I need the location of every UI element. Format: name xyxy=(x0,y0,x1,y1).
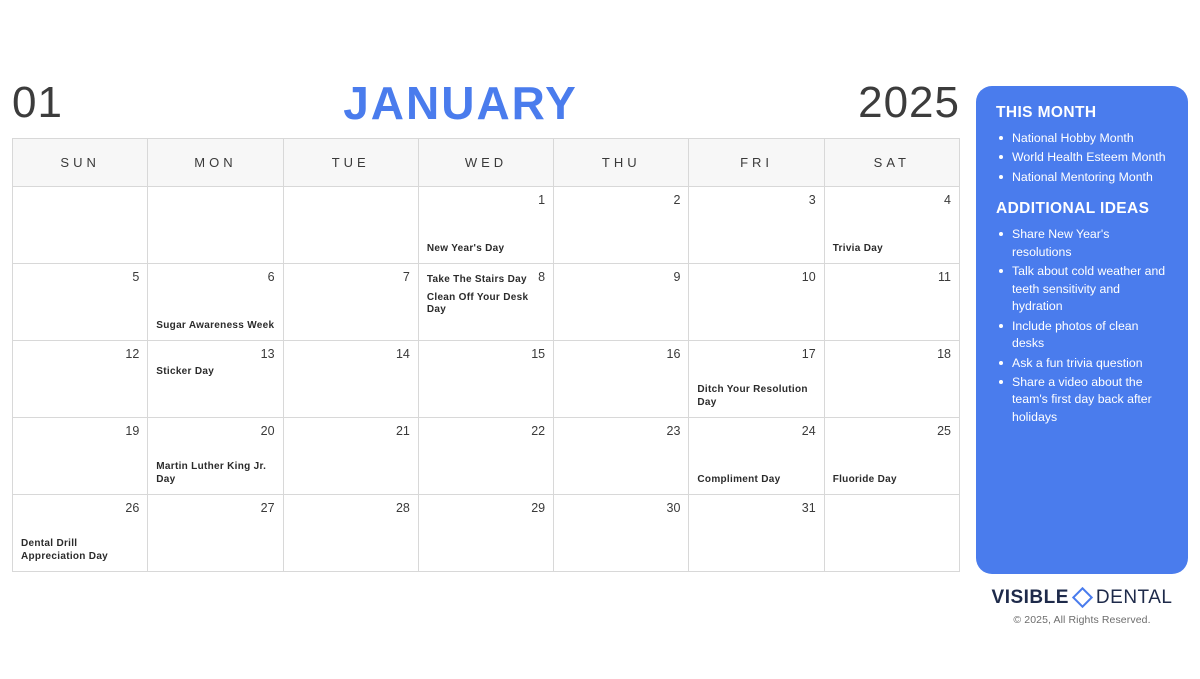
day-cell[interactable] xyxy=(13,264,148,341)
day-number: 9 xyxy=(673,270,681,284)
month-number: 01 xyxy=(12,78,63,127)
day-number: 23 xyxy=(666,424,681,438)
day-cell[interactable] xyxy=(689,418,824,495)
day-number: 21 xyxy=(395,424,410,438)
weekday-cell-thu xyxy=(554,139,689,187)
day-cell[interactable] xyxy=(554,187,689,264)
day-cell[interactable] xyxy=(419,495,554,572)
day-event: New Year's Day xyxy=(426,242,505,254)
day-cell[interactable] xyxy=(419,264,554,341)
side-panel xyxy=(976,86,1188,574)
day-number: 7 xyxy=(402,270,410,284)
day-number: 6 xyxy=(267,270,275,284)
this-month-list xyxy=(996,130,1170,186)
week-row xyxy=(13,264,960,341)
day-number: 15 xyxy=(531,347,546,361)
day-number: 18 xyxy=(937,347,951,361)
day-number: 30 xyxy=(666,501,681,515)
day-number: 11 xyxy=(937,270,951,284)
additional-ideas-heading: ADDITIONAL IDEAS xyxy=(996,200,1150,218)
day-cell[interactable] xyxy=(148,264,283,341)
day-cell[interactable] xyxy=(284,418,419,495)
additional-ideas-list xyxy=(996,226,1170,426)
day-number: 20 xyxy=(260,424,275,438)
list-item: World Health Esteem Month xyxy=(1012,149,1170,166)
day-cell[interactable] xyxy=(284,187,419,264)
weekday-cell-mon xyxy=(148,139,283,187)
day-cell[interactable] xyxy=(13,341,148,418)
day-cell[interactable] xyxy=(689,264,824,341)
weekday-label: THU xyxy=(601,155,641,170)
list-item: Include photos of clean desks xyxy=(1012,318,1170,353)
day-event: Trivia Day xyxy=(832,242,883,254)
day-cell[interactable] xyxy=(284,341,419,418)
day-cell[interactable] xyxy=(419,418,554,495)
calendar-header xyxy=(12,72,960,134)
weekday-cell-fri xyxy=(689,139,824,187)
day-cell[interactable] xyxy=(689,341,824,418)
month-name: JANUARY xyxy=(343,77,578,129)
day-number: 31 xyxy=(801,501,816,515)
weekday-label: TUE xyxy=(331,155,370,170)
day-number: 14 xyxy=(395,347,410,361)
day-cell[interactable] xyxy=(825,495,960,572)
weekday-header-row xyxy=(13,139,960,187)
day-cell[interactable] xyxy=(284,264,419,341)
day-number: 22 xyxy=(531,424,546,438)
day-event: Take The Stairs Day xyxy=(426,274,527,285)
day-cell[interactable] xyxy=(554,341,689,418)
day-event: Compliment Day xyxy=(697,473,781,485)
day-event: Martin Luther King Jr. Day xyxy=(156,461,267,485)
day-number: 12 xyxy=(125,347,140,361)
day-number: 27 xyxy=(260,501,275,515)
day-events xyxy=(697,474,815,487)
day-cell[interactable] xyxy=(148,341,283,418)
day-events xyxy=(156,461,274,486)
day-events xyxy=(21,538,139,563)
day-number: 13 xyxy=(260,347,275,361)
day-events xyxy=(833,243,951,256)
weekday-cell-sun xyxy=(13,139,148,187)
day-number: 16 xyxy=(666,347,681,361)
day-number: 8 xyxy=(538,270,546,284)
day-number: 5 xyxy=(132,270,140,284)
this-month-heading: THIS MONTH xyxy=(996,104,1097,121)
day-event: Sticker Day xyxy=(156,366,215,377)
day-event: Sugar Awareness Week xyxy=(156,319,275,331)
weekday-label: FRI xyxy=(740,155,774,170)
day-number: 10 xyxy=(801,270,816,284)
day-cell[interactable] xyxy=(13,187,148,264)
brand-name-bold: VISIBLE xyxy=(991,587,1069,608)
day-cell[interactable] xyxy=(825,341,960,418)
list-item: National Hobby Month xyxy=(1012,130,1170,147)
day-events xyxy=(833,474,951,487)
year-label: 2025 xyxy=(858,78,960,127)
day-number: 24 xyxy=(801,424,816,438)
week-row xyxy=(13,187,960,264)
day-number: 3 xyxy=(808,193,816,207)
day-event: Clean Off Your Desk Day xyxy=(426,291,529,315)
day-cell[interactable] xyxy=(554,264,689,341)
day-events xyxy=(427,243,545,256)
weekday-label: MON xyxy=(194,155,237,170)
day-number: 17 xyxy=(801,347,816,361)
day-event: Fluoride Day xyxy=(832,473,897,485)
weekday-label: WED xyxy=(464,155,508,170)
day-cell[interactable] xyxy=(689,187,824,264)
list-item: Share a video about the team's first day back after holidays xyxy=(1012,374,1170,426)
day-event: Ditch Your Resolution Day xyxy=(697,384,808,408)
day-cell[interactable] xyxy=(689,495,824,572)
brand-name-light: DENTAL xyxy=(1095,587,1173,608)
day-cell[interactable] xyxy=(419,187,554,264)
weekday-cell-sat xyxy=(825,139,960,187)
day-number: 19 xyxy=(125,424,140,438)
list-item: Ask a fun trivia question xyxy=(1012,355,1170,372)
day-cell[interactable] xyxy=(554,495,689,572)
day-event: Dental Drill Appreciation Day xyxy=(21,538,109,562)
list-item: Talk about cold weather and teeth sensitivity and hydration xyxy=(1012,263,1170,315)
day-cell[interactable] xyxy=(13,495,148,572)
day-number: 25 xyxy=(937,424,951,438)
day-number: 1 xyxy=(538,193,546,207)
day-cell[interactable] xyxy=(13,418,148,495)
week-row xyxy=(13,341,960,418)
weekday-cell-tue xyxy=(284,139,419,187)
day-events xyxy=(156,366,274,379)
calendar-grid xyxy=(12,138,960,572)
day-events xyxy=(427,274,545,317)
day-number: 26 xyxy=(125,501,140,515)
day-cell[interactable] xyxy=(148,418,283,495)
day-cell[interactable] xyxy=(148,495,283,572)
day-number: 4 xyxy=(944,193,951,207)
day-cell[interactable] xyxy=(825,187,960,264)
day-events xyxy=(156,320,274,333)
copyright-text: © 2025, All Rights Reserved. xyxy=(1013,614,1151,626)
day-cell[interactable] xyxy=(284,495,419,572)
day-cell[interactable] xyxy=(419,341,554,418)
diamond-icon xyxy=(1072,587,1093,608)
day-number: 29 xyxy=(531,501,546,515)
weekday-cell-wed xyxy=(419,139,554,187)
week-row xyxy=(13,495,960,572)
weekday-label: SAT xyxy=(873,155,910,170)
day-cell[interactable] xyxy=(554,418,689,495)
day-cell[interactable] xyxy=(148,187,283,264)
day-number: 2 xyxy=(673,193,681,207)
week-row xyxy=(13,418,960,495)
day-number: 28 xyxy=(395,501,410,515)
day-events xyxy=(697,384,815,409)
brand-logo xyxy=(976,588,1188,607)
list-item: National Mentoring Month xyxy=(1012,169,1170,186)
brand-footer xyxy=(976,588,1188,626)
weekday-label: SUN xyxy=(60,155,100,170)
list-item: Share New Year's resolutions xyxy=(1012,226,1170,261)
day-cell[interactable] xyxy=(825,264,960,341)
day-cell[interactable] xyxy=(825,418,960,495)
